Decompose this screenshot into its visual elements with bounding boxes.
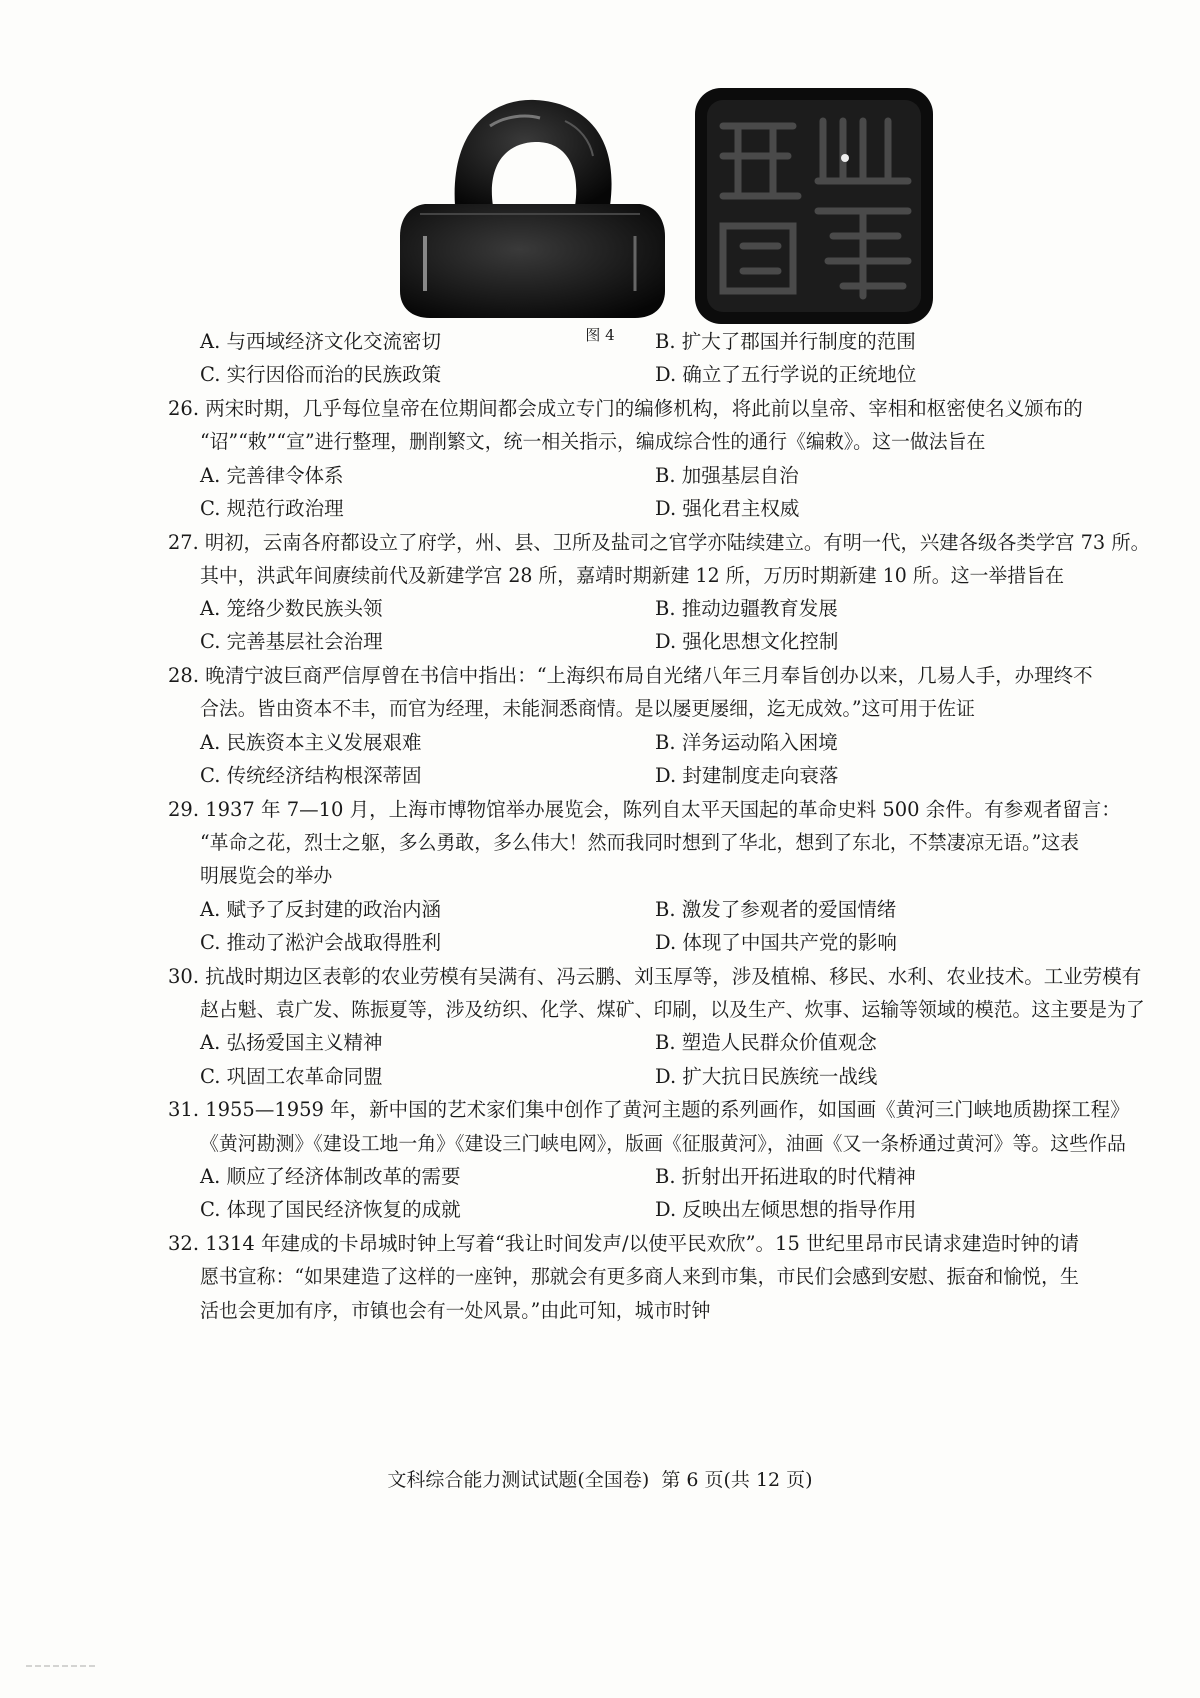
figure-4: [0, 70, 1200, 340]
q31-option-b: B. 折射出开拓进取的时代精神: [655, 1165, 916, 1188]
q29-stem-line-2: “革命之花，烈士之躯，多么勇敢，多么伟大！然而我同时想到了华北，想到了东北，不禁凄凉无语。”这表: [200, 831, 1080, 854]
q26-option-c: C. 规范行政治理: [200, 497, 344, 520]
q29-option-b: B. 激发了参观者的爱国情绪: [655, 898, 897, 921]
q30-option-b: B. 塑造人民群众价值观念: [655, 1031, 877, 1054]
q27-stem-line-1: 27. 明初，云南各府都设立了府学，州、县、卫所及盐司之官学亦陆续建立。有明一代，兴建各级各类学宫 73 所。: [168, 531, 1151, 554]
q25-option-d: D. 确立了五行学说的正统地位: [655, 363, 917, 386]
q27-option-b: B. 推动边疆教育发展: [655, 597, 838, 620]
q28-stem-line-2: 合法。皆由资本不丰，而官为经理，未能洞悉商情。是以屡更屡细，迄无成效。”这可用于佐证: [200, 697, 975, 720]
q25-option-a: A. 与西域经济文化交流密切: [200, 330, 441, 353]
q31-option-c: C. 体现了国民经济恢复的成就: [200, 1198, 461, 1221]
q29-option-a: A. 赋予了反封建的政治内涵: [200, 898, 441, 921]
q32-stem-line-3: 活也会更加有序，市镇也会有一处风景。”由此可知，城市时钟: [200, 1299, 711, 1322]
q26-option-d: D. 强化君主权威: [655, 497, 800, 520]
q25-option-c: C. 实行因俗而治的民族政策: [200, 363, 442, 386]
q30-stem-line-2: 赵占魁、袁广发、陈振夏等，涉及纺织、化学、煤矿、印刷，以及生产、炊事、运输等领域的模范。这主要是为了: [200, 998, 1145, 1021]
q28-stem-line-1: 28. 晚清宁波巨商严信厚曾在书信中指出：“上海织布局自光绪八年三月奉旨创办以来，几易人手，办理终不: [168, 664, 1093, 687]
q28-option-d: D. 封建制度走向衰落: [655, 764, 839, 787]
q28-option-c: C. 传统经济结构根深蒂固: [200, 764, 422, 787]
q31-stem-line-1: 31. 1955—1959 年，新中国的艺术家们集中创作了黄河主题的系列画作，如国画《黄河三门峡地质勘探工程》: [168, 1098, 1130, 1121]
scan-smudge-icon: [26, 1664, 96, 1668]
q28-option-a: A. 民族资本主义发展艰难: [200, 731, 422, 754]
q32-stem-line-1: 32. 1314 年建成的卡昂城时钟上写着“我让时间发声/以使平民欢欣”。15 世纪里昂市民请求建造时钟的请: [168, 1232, 1080, 1255]
seal-face-impression-icon: [693, 86, 935, 326]
q27-option-a: A. 笼络少数民族头领: [200, 597, 383, 620]
seal-side-view-icon: [395, 86, 670, 326]
q29-stem-line-3: 明展览会的举办: [200, 864, 333, 887]
q27-option-c: C. 完善基层社会治理: [200, 630, 383, 653]
q30-option-a: A. 弘扬爱国主义精神: [200, 1031, 383, 1054]
q29-option-d: D. 体现了中国共产党的影响: [655, 931, 897, 954]
figure-caption: 图 4: [585, 326, 615, 344]
q30-option-c: C. 巩固工农革命同盟: [200, 1065, 383, 1088]
q31-stem-line-2: 《黄河勘测》《建设工地一角》《建设三门峡电网》，版画《征服黄河》，油画《又一条桥通过黄河》等。这些作品: [200, 1132, 1126, 1155]
q32-stem-line-2: 愿书宣称：“如果建造了这样的一座钟，那就会有更多商人来到市集，市民们会感到安慰、振奋和愉悦，生: [200, 1265, 1079, 1288]
q28-option-b: B. 洋务运动陷入困境: [655, 731, 838, 754]
q29-stem-line-1: 29. 1937 年 7—10 月，上海市博物馆举办展览会，陈列自太平天国起的革命史料 500 余件。有参观者留言：: [168, 798, 1121, 821]
q30-option-d: D. 扩大抗日民族统一战线: [655, 1065, 878, 1088]
q29-option-c: C. 推动了淞沪会战取得胜利: [200, 931, 442, 954]
q26-option-b: B. 加强基层自治: [655, 464, 799, 487]
q26-stem-line-2: “诏”“敕”“宣”进行整理，删削繁文，统一相关指示，编成综合性的通行《编敕》。这一做法旨在: [200, 430, 986, 453]
q30-stem-line-1: 30. 抗战时期边区表彰的农业劳模有吴满有、冯云鹏、刘玉厚等，涉及植棉、移民、水利、农业技术。工业劳模有: [168, 965, 1142, 988]
q27-option-d: D. 强化思想文化控制: [655, 630, 839, 653]
q31-option-d: D. 反映出左倾思想的指导作用: [655, 1198, 917, 1221]
q25-option-b: B. 扩大了郡国并行制度的范围: [655, 330, 916, 353]
q31-option-a: A. 顺应了经济体制改革的需要: [200, 1165, 461, 1188]
q27-stem-line-2: 其中，洪武年间赓续前代及新建学宫 28 所，嘉靖时期新建 12 所，万历时期新建 10 所。这一举措旨在: [200, 564, 1064, 587]
q26-option-a: A. 完善律令体系: [200, 464, 344, 487]
page-footer: 文科综合能力测试试题(全国卷) 第 6 页(共 12 页): [387, 1469, 813, 1491]
q26-stem-line-1: 26. 两宋时期，几乎每位皇帝在位期间都会成立专门的编修机构，将此前以皇帝、宰相和枢密使名义颁布的: [168, 397, 1083, 420]
